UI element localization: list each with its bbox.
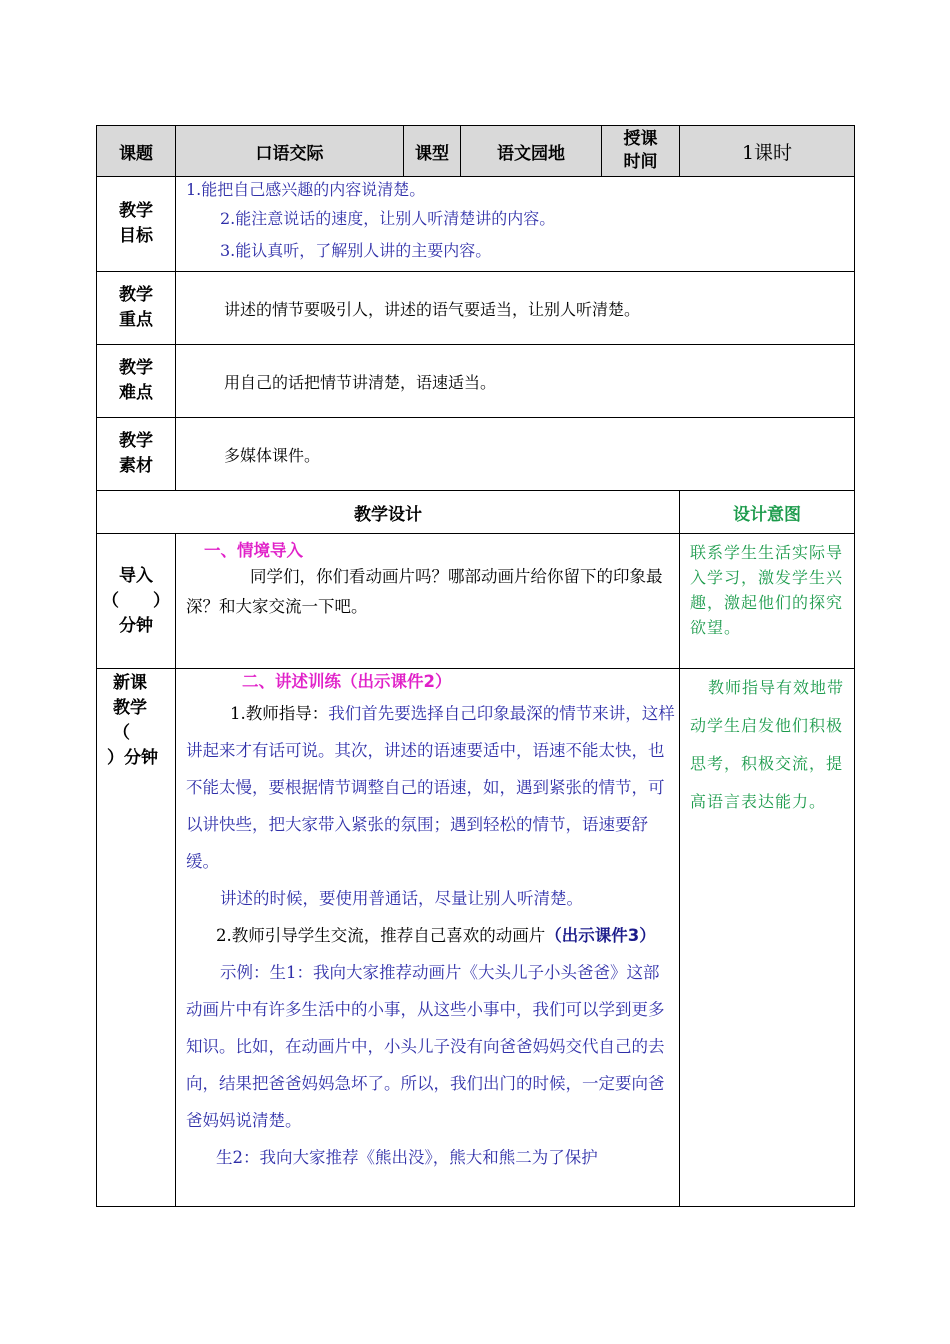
intro-content [176, 534, 680, 669]
new-lesson-label-line: 教学 [113, 698, 147, 718]
lesson-plan [96, 125, 854, 1207]
time-value: 1课时 [680, 126, 855, 177]
new-lesson-heading: 二、讲述训练（出示课件2） [242, 672, 452, 691]
new-lesson-paragraph: 讲述的时候，要使用普通话，尽量让别人听清楚。 [220, 889, 583, 908]
goals-label: 教学目标 [97, 177, 176, 272]
new-lesson-row [97, 669, 855, 1207]
type-value: 语文园地 [461, 126, 602, 177]
new-lesson-label [97, 669, 176, 1207]
topic-value: 口语交际 [176, 126, 404, 177]
type-label: 课型 [404, 126, 461, 177]
difficulties-row [97, 345, 855, 418]
new-lesson-label-line: （ [113, 723, 130, 743]
header-row [97, 126, 855, 177]
difficulties-text: 用自己的话把情节讲清楚，语速适当。 [176, 345, 855, 418]
design-heading: 教学设计 [97, 491, 680, 534]
p1-text: 我们首先要选择自己印象最深的情节来讲，这样讲起来才有话可说。其次，讲述的语速要适中，语速不能太快，也不能太慢，要根据情节调整自己的语速，如，遇到紧张的情节，可以讲快些，把大家带入紧张的氛围；遇到轻松的情节，语速要舒缓。 [186, 704, 675, 871]
new-lesson-intent-text: 教师指导有效地带动学生启发他们积极思考，积极交流，提高语言表达能力。 [690, 678, 845, 811]
time-label: 授课时间 [602, 126, 680, 177]
goal-item: 1.能把自己感兴趣的内容说清楚。 [186, 180, 426, 199]
design-header-row [97, 491, 855, 534]
topic-label: 课题 [97, 126, 176, 177]
goal-item: 2.能注意说话的速度，让别人听清楚讲的内容。 [220, 209, 556, 228]
goals-content [176, 177, 855, 272]
key-points-row [97, 272, 855, 345]
intro-label-line: 导入 [119, 565, 153, 586]
intro-intent: 联系学生生活实际导入学习，激发学生兴趣，激起他们的探究欲望。 [680, 534, 855, 669]
difficulties-label: 教学难点 [97, 345, 176, 418]
lesson-plan-table [96, 125, 855, 1207]
intro-label [97, 534, 176, 669]
goals-row [97, 177, 855, 272]
materials-text: 多媒体课件。 [176, 418, 855, 491]
p1-prefix: 1.教师指导： [230, 704, 329, 723]
materials-label: 教学素材 [97, 418, 176, 491]
key-points-text: 讲述的情节要吸引人，讲述的语气要适当，让别人听清楚。 [176, 272, 855, 345]
intent-heading: 设计意图 [680, 491, 855, 534]
intro-text: 同学们，你们看动画片吗？哪部动画片给你留下的印象最深？和大家交流一下吧。 [186, 567, 663, 616]
new-lesson-label-line: 新课 [113, 673, 147, 693]
key-points-label: 教学重点 [97, 272, 176, 345]
goal-item: 3.能认真听，了解别人讲的主要内容。 [220, 241, 492, 260]
new-lesson-paragraph [186, 695, 675, 880]
new-lesson-content [176, 669, 680, 1207]
intro-label-line: （ ） [102, 590, 170, 611]
new-lesson-paragraph [186, 917, 675, 954]
new-lesson-paragraph: 示例：生1：我向大家推荐动画片《大头儿子小头爸爸》这部动画片中有许多生活中的小事，从这些小事中，我们可以学到更多知识。比如，在动画片中，小头儿子没有向爸爸妈妈交代自己的去向，结果把爸爸妈妈急坏了。所以，我们出门的时候，一定要向爸爸妈妈说清楚。 [186, 963, 665, 1130]
materials-row [97, 418, 855, 491]
intro-heading: 一、情境导入 [204, 541, 303, 560]
new-lesson-intent [680, 669, 855, 1207]
intro-label-line: 分钟 [119, 615, 153, 636]
intro-row [97, 534, 855, 669]
new-lesson-label-line: ）分钟 [107, 748, 158, 768]
p3-bold: （出示课件3） [545, 926, 656, 945]
new-lesson-paragraph: 生2：我向大家推荐《熊出没》，熊大和熊二为了保护 [216, 1148, 598, 1167]
p3-text: 2.教师引导学生交流，推荐自己喜欢的动画片 [216, 926, 546, 945]
